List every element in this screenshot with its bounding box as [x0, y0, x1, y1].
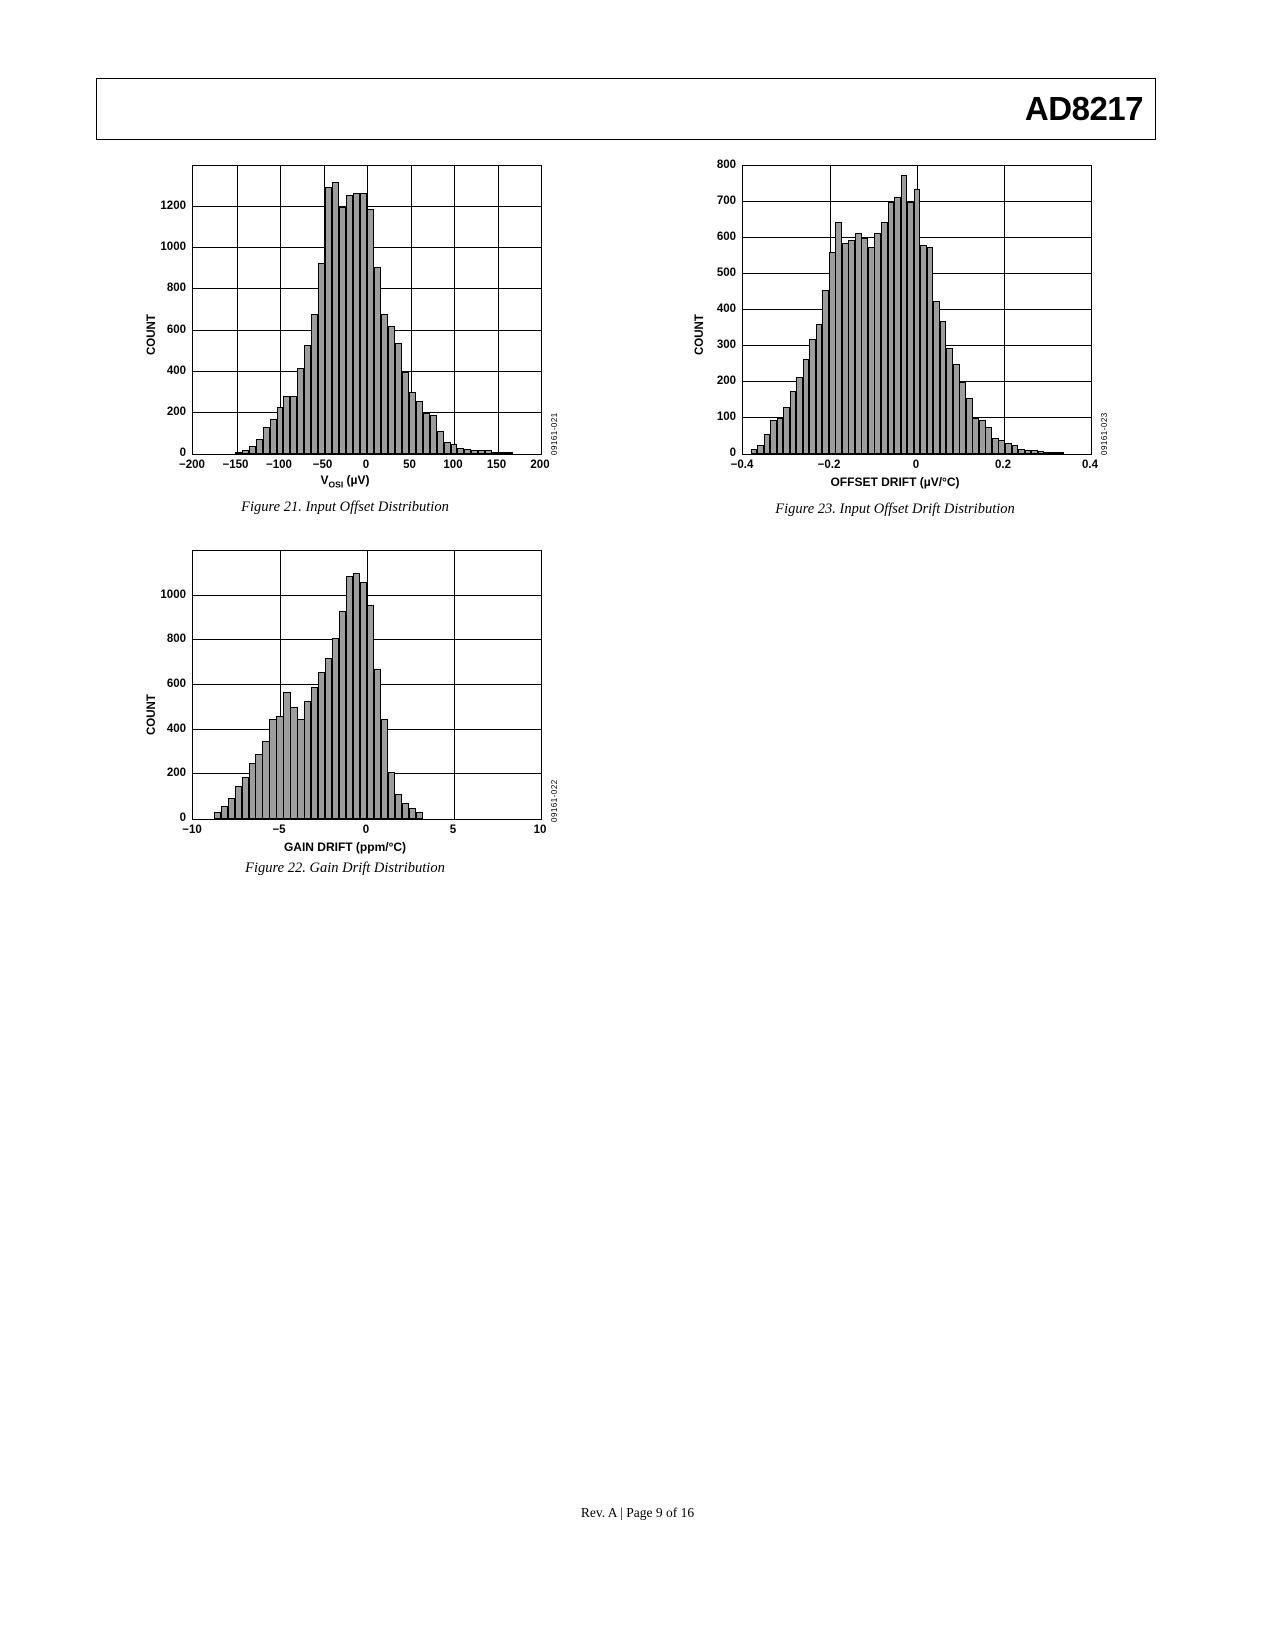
histogram-bar	[499, 452, 506, 454]
y-axis-tick-label: 700	[716, 195, 736, 207]
histogram-bar	[353, 193, 360, 454]
histogram-bar	[416, 812, 423, 819]
histogram-bar	[367, 209, 374, 454]
histogram-bar	[374, 267, 381, 454]
histogram-bar	[451, 444, 458, 454]
x-axis-label-23: OFFSET DRIFT (µV/°C)	[830, 475, 960, 489]
figure-22	[130, 540, 560, 877]
histogram-bar	[242, 450, 249, 454]
histogram-bar	[346, 195, 353, 454]
histogram-bar	[381, 314, 388, 454]
histogram-bar	[388, 326, 395, 454]
y-axis-tick-label: 500	[716, 267, 736, 279]
figure-caption-23: Figure 23. Input Offset Drift Distribution	[775, 501, 1015, 517]
y-axis-tick-label: 1200	[160, 200, 186, 213]
histogram-bar	[416, 401, 423, 454]
x-axis-tick-label: 10	[533, 824, 547, 836]
x-axis-tick-label: −0.2	[817, 459, 841, 471]
figure-id-23: 09161-023	[1100, 412, 1109, 455]
y-axis-label-21: COUNT	[146, 314, 158, 355]
y-axis-tick-label: 300	[716, 339, 736, 351]
histogram-bar	[506, 452, 513, 454]
histogram-bar	[270, 419, 277, 454]
y-axis-tick-label: 600	[166, 678, 186, 690]
histogram-bar	[297, 368, 304, 454]
y-axis-label-22: COUNT	[146, 694, 158, 735]
histogram-bar	[311, 314, 318, 454]
histogram-bar	[325, 187, 332, 454]
x-axis-tick-label: 0.4	[1082, 459, 1098, 471]
histogram-bar	[395, 343, 402, 454]
x-axis-tick-label: 100	[443, 459, 463, 471]
y-axis-tick-label: 200	[716, 375, 736, 387]
page-footer: Rev. A | Page 9 of 16	[580, 1505, 695, 1520]
histogram-bar	[318, 263, 325, 454]
histogram-bar	[437, 431, 444, 454]
histogram-bar	[256, 439, 263, 454]
y-axis-tick-label: 1000	[160, 588, 186, 601]
histogram-bar	[263, 427, 270, 454]
y-axis-tick-label: 400	[166, 722, 186, 735]
y-axis-tick-label: 200	[166, 405, 186, 418]
histogram-bar	[464, 449, 471, 454]
histogram-bar	[283, 396, 290, 454]
x-axis-label-21: $V_{OSI}$ (µV)	[320, 473, 370, 490]
chart-input-offset-drift-distribution	[680, 155, 1110, 489]
figure-21	[130, 155, 560, 516]
gridline-vertical	[454, 551, 455, 819]
y-axis-tick-label: 0	[179, 812, 186, 824]
page-header-box	[96, 78, 1156, 140]
plot-area-23	[742, 165, 1092, 455]
histogram-bar	[304, 345, 311, 454]
histogram-bar	[444, 442, 451, 454]
histogram-bar	[1057, 452, 1064, 454]
x-axis-tick-label: 0	[362, 824, 370, 836]
gridline-horizontal	[193, 206, 541, 207]
plot-area-21	[192, 165, 542, 455]
y-axis-tick-label: 800	[166, 633, 186, 646]
histogram-bar	[409, 392, 416, 454]
histogram-bar	[485, 450, 492, 454]
x-axis-tick-label: 0	[362, 459, 370, 471]
gridline-vertical	[454, 166, 455, 454]
chart-gain-drift-distribution	[130, 540, 560, 854]
histogram-bar	[492, 452, 499, 454]
page-title: AD8217	[1024, 90, 1143, 127]
x-axis-tick-label: 50	[403, 459, 416, 471]
y-axis-tick-label: 400	[166, 364, 186, 377]
gridline-horizontal	[743, 165, 1091, 166]
histogram-bar	[430, 415, 437, 454]
x-axis-tick-label: 150	[486, 459, 507, 471]
histogram-bar	[277, 407, 284, 454]
x-axis-tick-label: −5	[272, 824, 286, 836]
y-axis-tick-label: 1000	[160, 241, 186, 254]
y-axis-tick-label: 0	[729, 447, 736, 459]
x-axis-tick-label: −0.4	[730, 459, 754, 471]
y-axis-tick-label: 400	[716, 303, 736, 315]
x-axis-tick-label: 200	[530, 459, 550, 471]
x-axis-tick-label: −100	[266, 459, 292, 471]
figure-caption-21: Figure 21. Input Offset Distribution	[241, 499, 449, 515]
histogram-bar	[423, 413, 430, 454]
x-axis-tick-label: 0.2	[995, 459, 1011, 471]
y-axis-tick-label: 600	[716, 231, 736, 243]
histogram-bar	[360, 193, 367, 454]
x-axis-tick-label: −200	[179, 459, 205, 471]
y-axis-tick-label: 0	[179, 447, 186, 459]
gridline-vertical	[1004, 166, 1005, 454]
x-axis-tick-label: 5	[449, 824, 457, 836]
histogram-bar	[249, 446, 256, 454]
x-axis-tick-label: −50	[312, 459, 333, 471]
x-axis-tick-label: 0	[912, 459, 920, 471]
histogram-bar	[339, 207, 346, 454]
y-axis-tick-label: 200	[166, 767, 186, 780]
x-axis-label-22: GAIN DRIFT (ppm/°C)	[283, 840, 407, 854]
histogram-bar	[457, 448, 464, 454]
histogram-bar	[478, 450, 485, 454]
y-axis-tick-label: 800	[166, 282, 186, 295]
y-axis-tick-label: 600	[166, 323, 186, 336]
x-axis-tick-label: −150	[222, 459, 249, 471]
histogram-bar	[290, 396, 297, 454]
y-axis-label-23: COUNT	[694, 314, 706, 355]
histogram-bar	[235, 452, 242, 454]
histogram-bar	[402, 372, 409, 454]
figure-caption-22: Figure 22. Gain Drift Distribution	[245, 860, 445, 876]
gridline-vertical	[237, 166, 238, 454]
x-axis-tick-label: −10	[182, 824, 202, 836]
figure-id-22: 09161-022	[550, 779, 559, 822]
figure-23	[680, 155, 1110, 518]
histogram-bar	[471, 450, 478, 454]
histogram-bar	[332, 182, 339, 454]
figure-id-21: 09161-021	[550, 412, 559, 455]
y-axis-tick-label: 800	[716, 159, 736, 171]
gridline-vertical	[498, 166, 499, 454]
plot-area-22	[192, 550, 542, 820]
y-axis-tick-label: 100	[716, 411, 736, 423]
chart-input-offset-distribution	[130, 155, 560, 490]
